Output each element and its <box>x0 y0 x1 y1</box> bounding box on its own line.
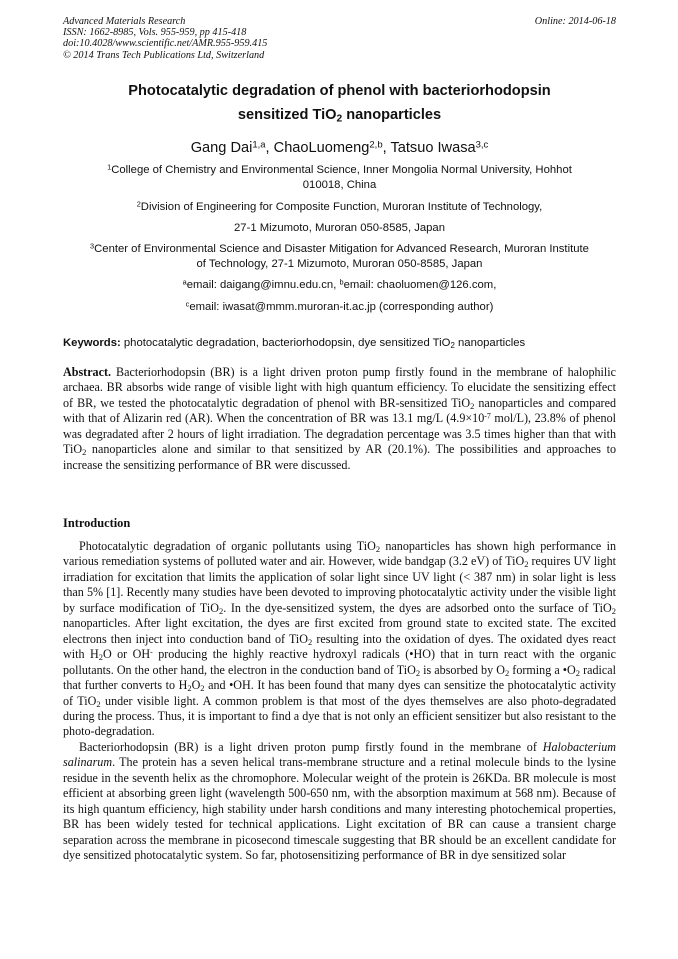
title-line-2: sensitized TiO$_2$ nanoparticles <box>237 107 442 125</box>
journal-doi: doi:10.4028/www.scientific.net/AMR.955-959.415 <box>63 38 268 50</box>
journal-name: Advanced Materials Research <box>63 16 186 27</box>
abstract: Abstract. Bacteriorhodopsin (BR) is a light driven proton pump firstly found in the membrane of halophilic archaea. BR absorbs wide range of visible light with high quantum efficiency. To elucidate the sensitizing effect of BR, we tested the photocatalytic degradation of phenol with BR-sensitized TiO$_2$ nanoparticles and compared with that of Alizarin red (AR). When the concentration of BR was 13.1 mg/L ($4.9\times 10^{-7}$ mol/L), 23.8% of phenol was degradated after 2 hours of light irradiation. The degradation percentage was 3.5 times higher than that with TiO$_2$ nanoparticles alone and similar to that sensitized by AR (20.1%). The possibilities and approaches to increase the sensitizing performance of BR were discussed. <box>63 365 617 472</box>
affiliation-3: $^3$Center of Environmental Science and Disaster Mitigation for Advanced Research, Muroran Institute of Technology, 27-1 Mizumoto, Muroran 050-8585, Japan <box>90 241 589 270</box>
keywords: Keywords: photocatalytic degradation, bacteriorhodopsin, dye sensitized TiO$_2$ nanoparticles <box>63 337 526 350</box>
affiliation-2: $^2$Division of Engineering for Composite Function, Muroran Institute of Technology, 27-1 Mizumoto, Muroran 050-8585, Japan <box>136 199 543 234</box>
author-list: Gang Dai$^{1,a}$, ChaoLuomeng$^{2,b}$, Tatsuo Iwasa$^{3,c}$ <box>190 139 489 156</box>
author-name: Gang Dai <box>190 140 253 156</box>
title-line-1: Photocatalytic degradation of phenol with bacteriorhodopsin <box>128 83 551 99</box>
intro-paragraph-2: Bacteriorhodopsin (BR) is a light driven proton pump firstly found in the membrane of Halobacterium salinarum. The protein has a seven helical trans-membrane structure and a retinal molecule binds to the lysine residue in the seventh helix as the chromophore. Molecular weight of the protein is 26KDa. BR molecule is most efficient at absorbing green light (wavelength 500-650 nm, with the absorption maximum at 568 nm). Because of its high quantum efficiency, high stability under harsh conditions and many interesting photochemical properties, BR has been widely tested for technical applications. Light excitation of BR can cause a transient charge separation across the membrane in picosecond timescale suggesting that BR should be an excellent candidate for dye sensitized photocatalytic system. So far, photosensitizing performance of BR in dye sensitized solar <box>63 739 616 863</box>
email-lines <box>63 278 616 315</box>
author-name: Tatsuo Iwasa <box>390 140 476 156</box>
intro-paragraph-1: Photocatalytic degradation of organic pollutants using TiO$_2$ nanoparticles has shown high performance in various remediation systems of polluted water and air. However, wide bandgap (3.2 eV) of TiO$_2$ requires UV light irradiation for excitation that limits the application of solar light since UV light (< 387 nm) in solar light is less than 5% [1]. Recently many studies have been devoted to improving photocatalytic activity under the visible light by surface modification of TiO$_2$. In the dye-sensitized system, the dyes are adsorbed onto the surface of TiO$_2$ nanoparticles. After light excitation, the dyes are first excited from ground state to excited state. The excited electrons then inject into conduction band of TiO$_2$ resulting into the oxidation of dyes. The oxidated dyes react with $H_2O$ or OH- producing the highly reactive hydroxyl radicals (•HO) that in turn react with the organic pollutants. On the other hand, the electron in the conduction band of TiO$_2$ is absorbed by $O_2$ forming a $•O_2$ radical that further converts to $H_2O_2$ and •OH. It has been found that many dyes can sensitize the photocatalytic activity of TiO$_2$ under visible light. A common problem is that most of the dyes themselves are also photo-degradated during the process. Thus, it is important to find a dye that is not only an efficient sensitizer but also resistant to the photo-degradation. <box>63 539 617 739</box>
journal-header <box>63 16 616 61</box>
email-line-2: $^c$email: iwasat@mmm.muroran-it.ac.jp (corresponding author) <box>185 299 494 313</box>
section-heading-introduction: Introduction <box>63 516 131 530</box>
journal-copyright: © 2014 Trans Tech Publications Ltd, Switzerland <box>63 49 265 61</box>
email-line-1: $^a$email: daigang@imnu.edu.cn, $^b$email: chaoluomen@126.com, <box>182 277 497 291</box>
abstract-label: Abstract. <box>63 365 112 379</box>
author-name: ChaoLuomeng <box>273 140 370 156</box>
online-date: Online: 2014-06-18 <box>534 16 616 27</box>
keywords-label: Keywords: <box>63 337 121 349</box>
journal-issn: ISSN: 1662-8985, Vols. 955-959, pp 415-418 <box>63 27 247 39</box>
paper-title <box>63 79 616 127</box>
affiliation-1: $^1$College of Chemistry and Environmental Science, Inner Mongolia Normal University, Hohhot 010018, China <box>107 162 572 191</box>
introduction-body <box>63 539 616 864</box>
